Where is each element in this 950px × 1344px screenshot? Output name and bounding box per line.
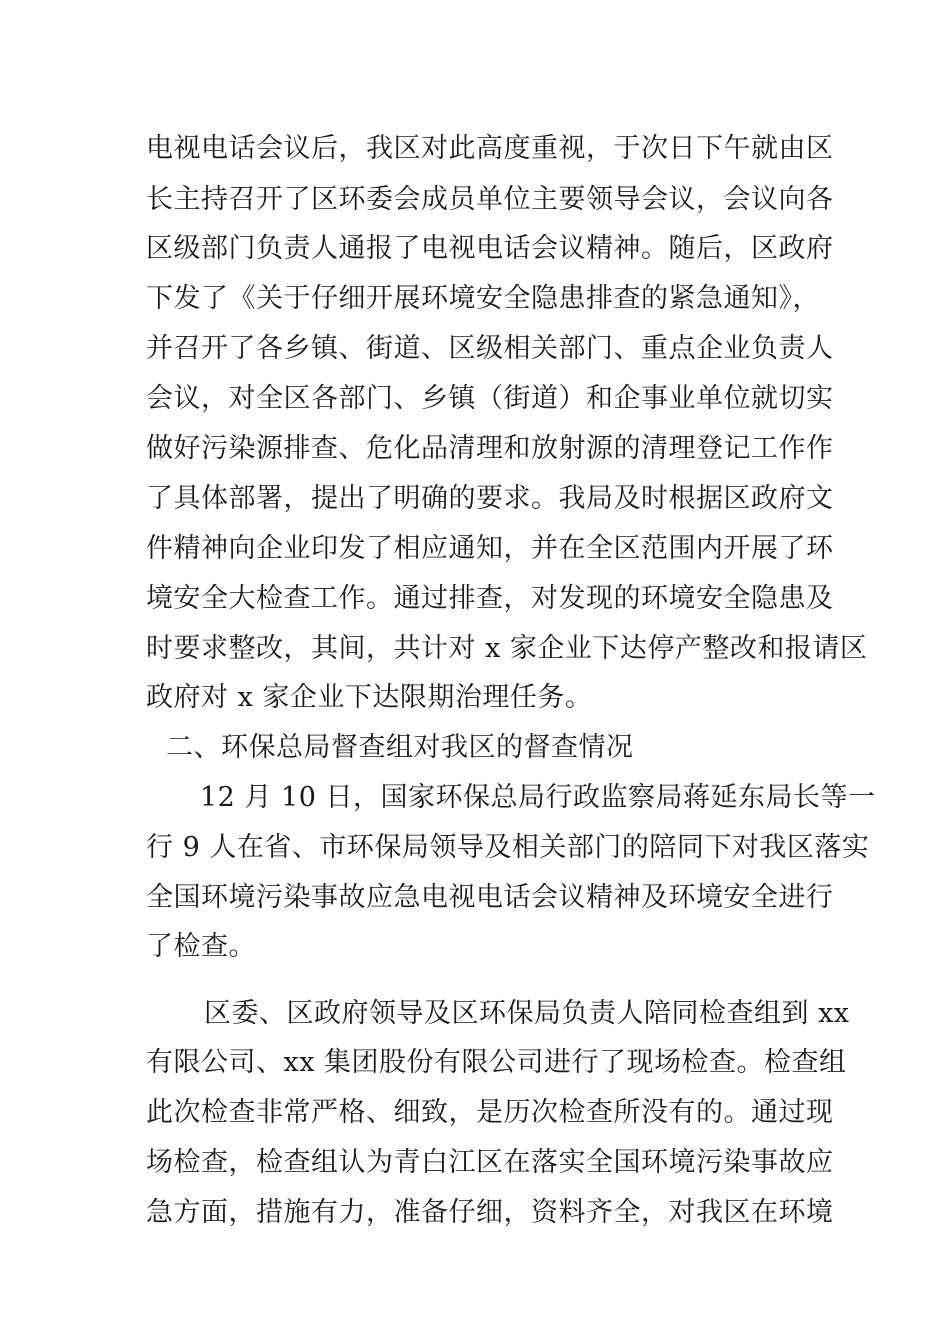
- body-line: 全国环境污染事故应急电视电话会议精神及环境安全进行: [146, 882, 834, 913]
- body-line: 会议，对全区各部门、乡镇（街道）和企事业单位就切实: [146, 383, 834, 414]
- body-line: 件精神向企业印发了相应通知，并在全区范围内开展了环: [146, 533, 834, 564]
- body-line: 此次检查非常严格、细致，是历次检查所没有的。通过现: [146, 1097, 834, 1128]
- body-line: 了具体部署，提出了明确的要求。我局及时根据区政府文: [146, 483, 834, 514]
- body-line: 急方面，措施有力，准备仔细，资料齐全，对我区在环境: [146, 1197, 834, 1228]
- section-heading: 二、环保总局督查组对我区的督查情况: [166, 732, 634, 763]
- body-line: 有限公司、xx 集团股份有限公司进行了现场检查。检查组: [146, 1047, 847, 1078]
- paragraph-first-line: 12 月 10 日，国家环保总局行政监察局蒋延东局长等一: [200, 782, 876, 813]
- body-line: 境安全大检查工作。通过排查，对发现的环境安全隐患及: [146, 583, 834, 614]
- body-line: 并召开了各乡镇、街道、区级相关部门、重点企业负责人: [146, 333, 834, 364]
- body-line: 场检查，检查组认为青白江区在落实全国环境污染事故应: [146, 1147, 834, 1178]
- body-line: 电视电话会议后，我区对此高度重视，于次日下午就由区: [146, 133, 834, 164]
- body-line: 区级部门负责人通报了电视电话会议精神。随后，区政府: [146, 233, 834, 264]
- body-line: 行 9 人在省、市环保局领导及相关部门的陪同下对我区落实: [146, 832, 870, 863]
- body-line: 了检查。: [146, 931, 256, 962]
- body-line: 下发了《关于仔细开展环境安全隐患排查的紧急通知》，: [146, 283, 820, 314]
- body-line: 时要求整改，其间，共计对 x 家企业下达停产整改和报请区: [146, 633, 868, 664]
- body-line: 长主持召开了区环委会成员单位主要领导会议，会议向各: [146, 184, 834, 215]
- paragraph-first-line: 区委、区政府领导及区环保局负责人陪同检查组到 xx: [204, 998, 850, 1029]
- body-line: 政府对 x 家企业下达限期治理任务。: [146, 682, 593, 713]
- body-line: 做好污染源排查、危化品清理和放射源的清理登记工作作: [146, 433, 834, 464]
